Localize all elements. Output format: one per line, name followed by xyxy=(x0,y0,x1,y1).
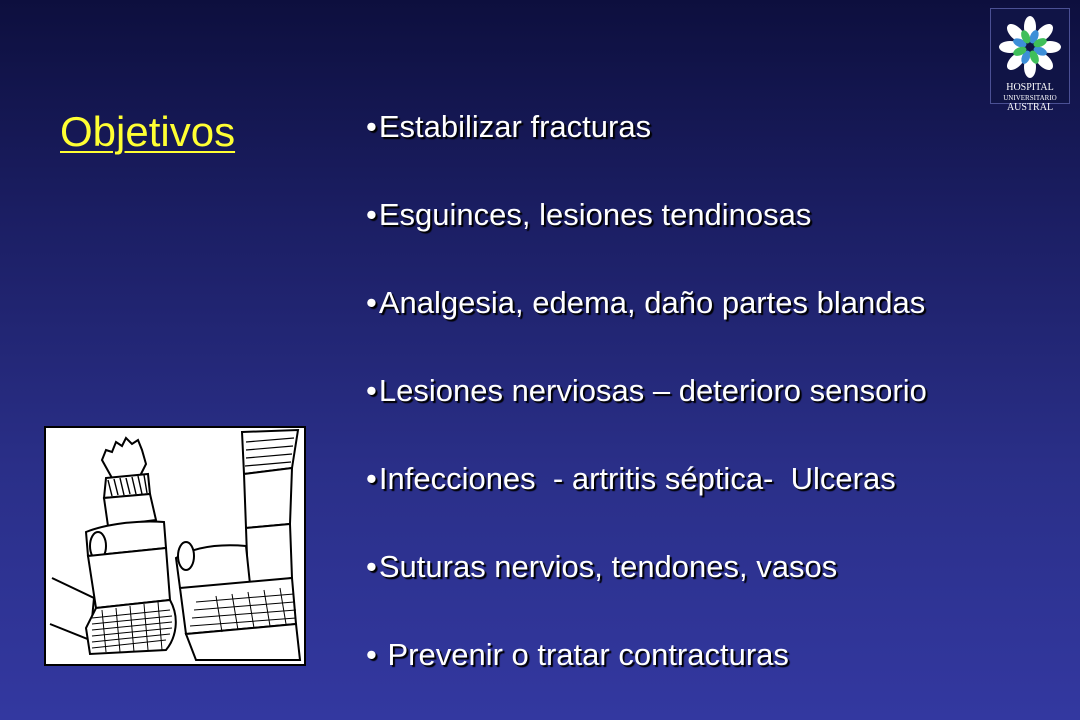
bullet-text: Suturas nervios, tendones, vasos xyxy=(378,549,838,584)
bullet-dot: • xyxy=(366,461,377,496)
objectives-list xyxy=(366,92,1076,708)
bullet-dot: • xyxy=(366,637,377,672)
bullet-text: Analgesia, edema, daño partes blandas xyxy=(378,285,926,320)
slide-title: Objetivos xyxy=(60,108,236,155)
splinted-limbs-icon xyxy=(46,428,304,664)
list-item xyxy=(366,180,1076,268)
bullet-text: Lesiones nerviosas – deterioro sensorio xyxy=(378,373,927,408)
logo-subtitle: UNIVERSITARIO xyxy=(1003,94,1057,102)
flower-icon xyxy=(991,11,1069,83)
bullet-dot: • xyxy=(366,109,377,144)
list-item xyxy=(366,444,1076,532)
bullet-text: Infecciones - artritis séptica- Ulceras xyxy=(378,461,896,496)
bullet-dot: • xyxy=(366,373,377,408)
list-item xyxy=(366,92,1076,180)
logo-text xyxy=(991,83,1069,113)
logo-name-2: AUSTRAL xyxy=(1006,102,1054,113)
splint-illustration xyxy=(44,426,306,666)
bullet-dot: • xyxy=(366,285,377,320)
logo-name: HOSPITAL xyxy=(1006,82,1054,93)
list-item xyxy=(366,268,1076,356)
list-item xyxy=(366,532,1076,620)
hospital-logo xyxy=(990,8,1070,113)
bullet-text: Prevenir o tratar contracturas xyxy=(378,637,789,672)
list-item xyxy=(366,356,1076,444)
bullet-dot: • xyxy=(366,197,377,232)
bullet-dot: • xyxy=(366,549,377,584)
list-item xyxy=(366,620,1076,708)
bullet-text: Estabilizar fracturas xyxy=(378,109,652,144)
bullet-text: Esguinces, lesiones tendinosas xyxy=(378,197,812,232)
